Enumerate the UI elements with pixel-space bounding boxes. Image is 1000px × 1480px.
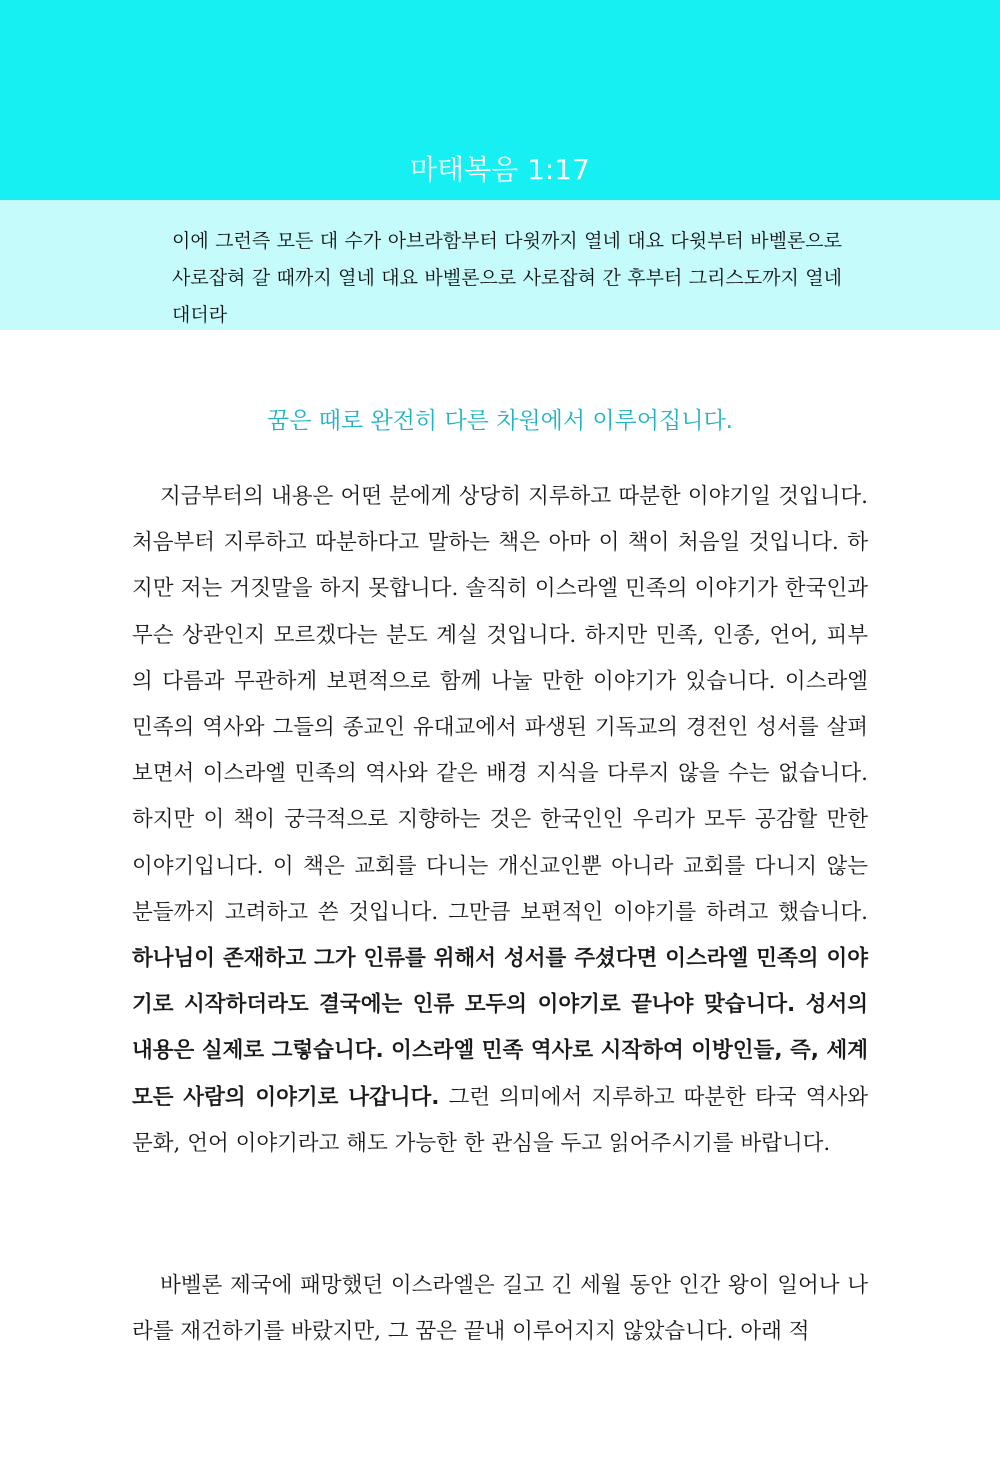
verse-quote: 이에 그런즉 모든 대 수가 아브라함부터 다윗까지 열네 대요 다윗부터 바벨론으로 사로잡혀 갈 때까지 열네 대요 바벨론으로 사로잡혀 간 후부터 그리스도까지 열네 대더라 <box>172 230 842 326</box>
chapter-reference-title: 마태복음 1:17 <box>410 153 590 186</box>
paragraph-1-bold-text: 하나님이 존재하고 그가 인류를 위해서 성서를 주셨다면 이스라엘 민족의 이야기로 시작하더라도 결국에는 인류 모두의 이야기로 끝나야 맞습니다. 성서의 내용은 실제로 그렇습니다. 이스라엘 민족 역사로 시작하여 이방인들, 즉, 세계 모든 사람의 이야기로 나갑니다. <box>132 946 868 1110</box>
paragraph-1-text-start: 지금부터의 내용은 어떤 분에게 상당히 지루하고 따분한 이야기일 것입니다. 처음부터 지루하고 따분하다고 말하는 책은 아마 이 책이 처음일 것입니다. 하지만 저는 거짓말을 하지 못합니다. 솔직히 이스라엘 민족의 이야기가 한국인과 무슨 상관인지 모르겠다는 분도 계실 것입니다. 하지만 민족, 인종, 언어, 피부의 다름과 무관하게 보편적으로 함께 나눌 만한 이야기가 있습니다. 이스라엘 민족의 역사와 그들의 종교인 유대교에서 파생된 기독교의 경전인 성서를 살펴보면서 이스라엘 민족의 역사와 같은 배경 지식을 다루지 않을 수는 없습니다. 하지만 이 책이 궁극적으로 지향하는 것은 한국인인 우리가 모두 공감할 만한 이야기입니다. 이 책은 교회를 다니는 개신교인뿐 아니라 교회를 다니지 않는 분들까지 고려하고 쓴 것입니다. 그만큼 보편적인 이야기를 하려고 했습니다. <box>132 484 868 925</box>
section-heading: 꿈은 때로 완전히 다른 차원에서 이루어집니다. <box>266 408 733 434</box>
body-paragraph-1 <box>132 474 868 1167</box>
paragraph-1-text-end: 그런 의미에서 지루하고 따분한 타국 역사와 문화, 언어 이야기라고 해도 가능한 한 관심을 두고 읽어주시기를 바랍니다. <box>132 1084 868 1156</box>
body-paragraph-2: 바벨론 제국에 패망했던 이스라엘은 길고 긴 세월 동안 인간 왕이 일어나 나라를 재건하기를 바랐지만, 그 꿈은 끝내 이루어지지 않았습니다. 아래 적 <box>132 1273 868 1345</box>
